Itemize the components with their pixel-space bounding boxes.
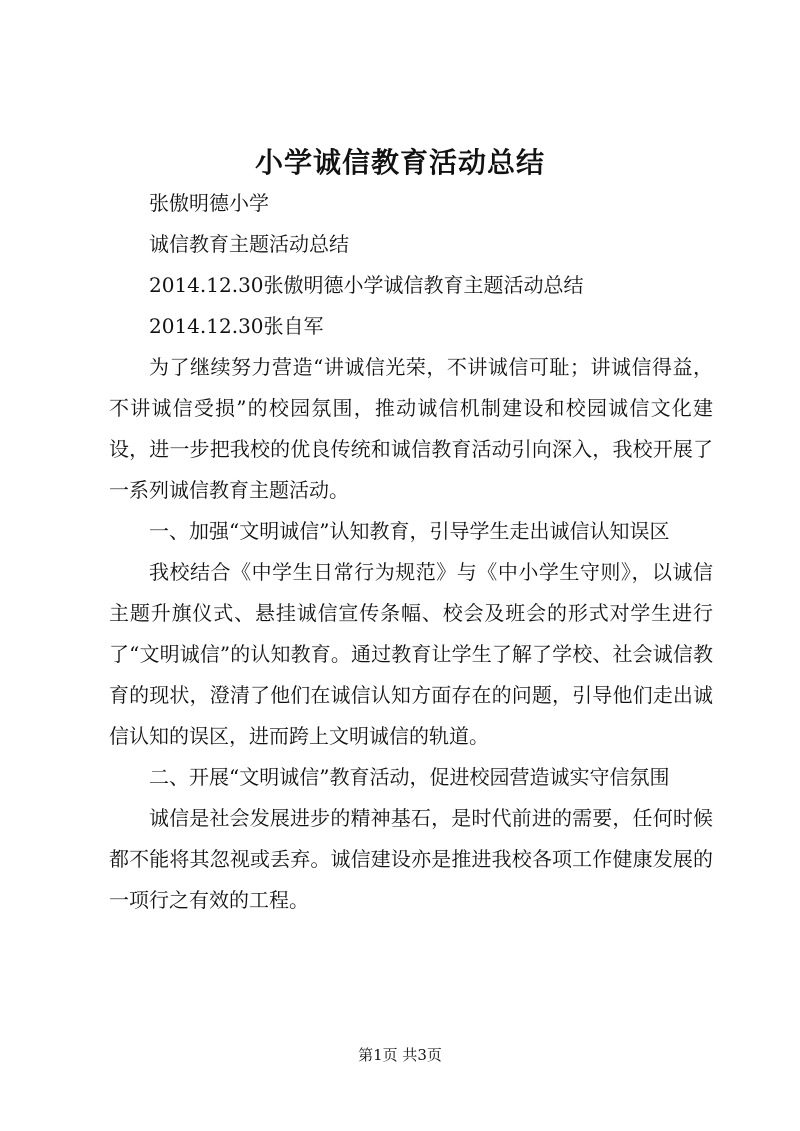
page-number-label: 第1页 共3页	[358, 1046, 442, 1064]
paragraph-date-author: 2014.12.30张自军	[149, 314, 324, 338]
section-heading-1: 一、加强“文明诚信”认知教育，引导学生走出诚信认知误区	[149, 519, 670, 543]
paragraph-school-name: 张傲明德小学	[149, 191, 269, 215]
paragraph-section-1: 我校结合《中学生日常行为规范》与《中小学生守则》，以诚信主题升旗仪式、悬挂诚信宣传条幅、校会及班会的形式对学生进行了“文明诚信”的认知教育。通过教育让学生了解了学校、社会诚信教育的现状，澄清了他们在诚信认知方面存在的问题，引导他们走出诚信认知的误区，进而跨上文明诚信的轨道。	[109, 560, 713, 748]
paragraph-date-title: 2014.12.30张傲明德小学诚信教育主题活动总结	[149, 273, 584, 297]
section-heading-2: 二、开展“文明诚信”教育活动，促进校园营造诚实守信氛围	[149, 765, 670, 789]
paragraph-intro: 为了继续努力营造“讲诚信光荣，不讲诚信可耻；讲诚信得益，不讲诚信受损”的校园氛围，推动诚信机制建设和校园诚信文化建设，进一步把我校的优良传统和诚信教育活动引向深入，我校开展了一系列诚信教育主题活动。	[109, 355, 713, 502]
paragraph-section-2: 诚信是社会发展进步的精神基石，是时代前进的需要，任何时候都不能将其忽视或丢弃。诚信建设亦是推进我校各项工作健康发展的一项行之有效的工程。	[109, 806, 713, 912]
document-title: 小学诚信教育活动总结	[254, 146, 545, 179]
document-body	[109, 183, 713, 921]
paragraph-subtitle: 诚信教育主题活动总结	[149, 232, 349, 256]
page-footer	[0, 1044, 800, 1066]
